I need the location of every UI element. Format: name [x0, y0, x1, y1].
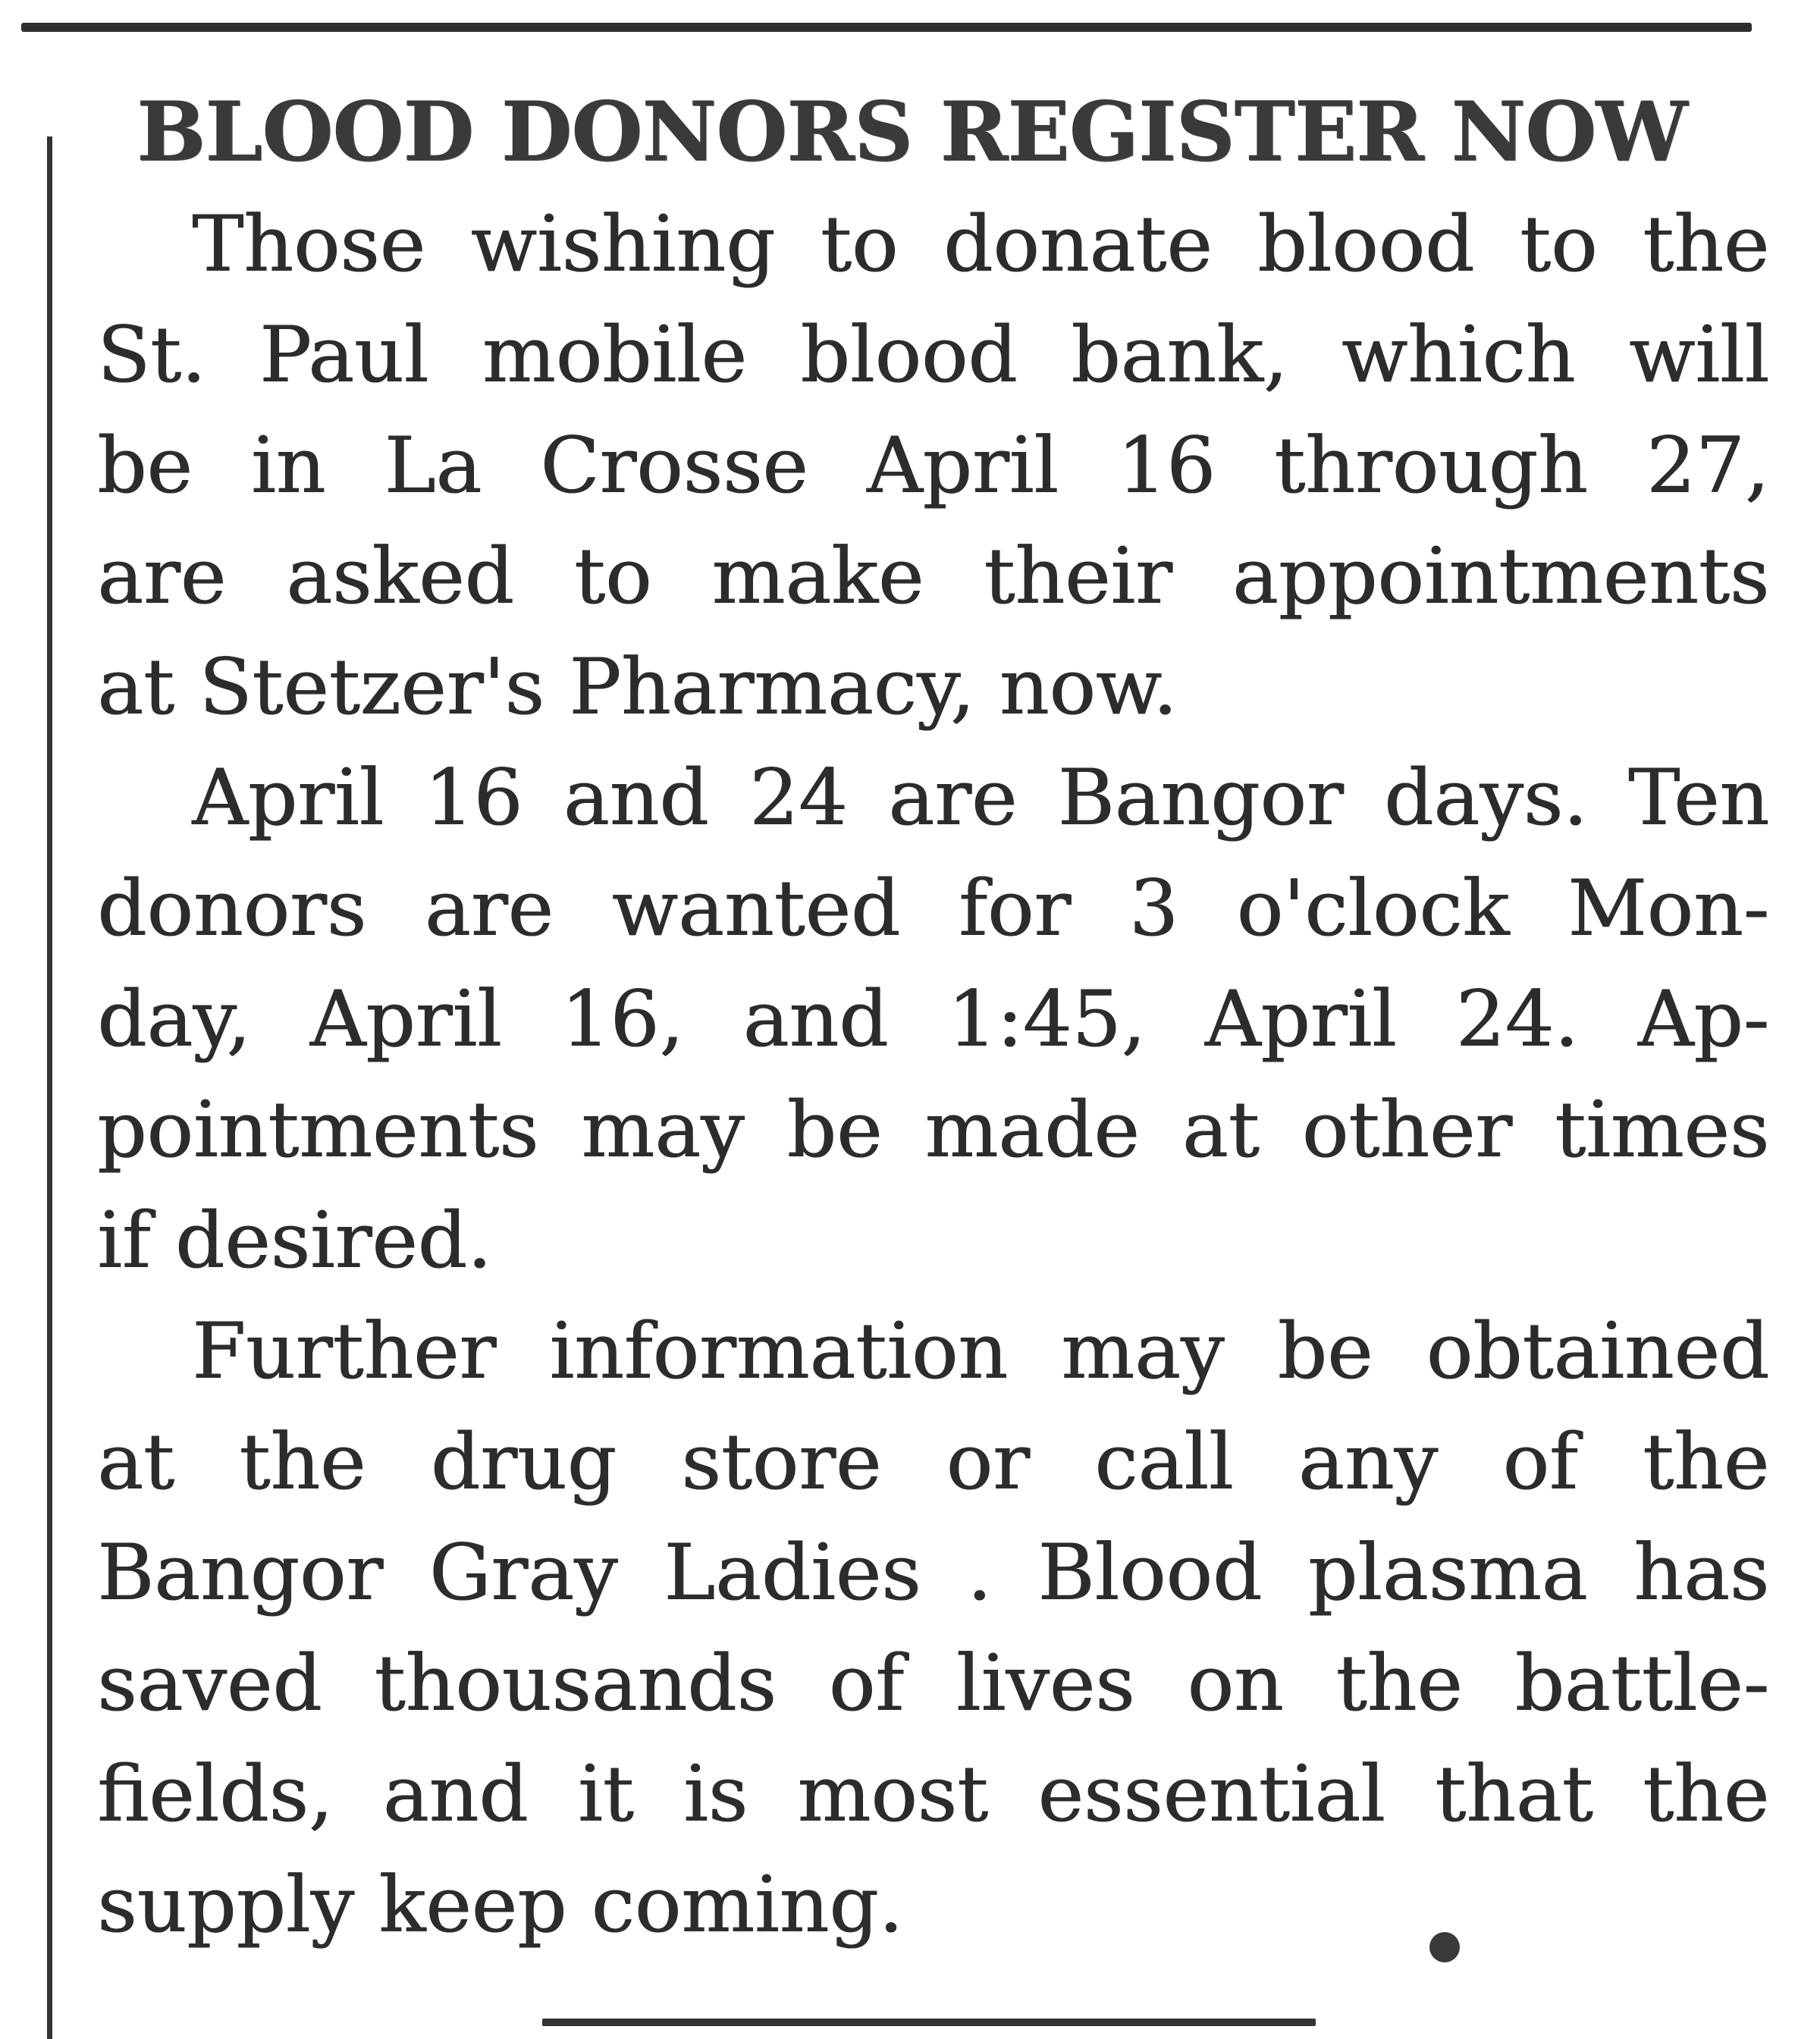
text-line: be in La Crosse April 16 through 27,	[97, 421, 1769, 511]
article-body	[97, 190, 1769, 1961]
text-line: if desired.	[97, 1196, 492, 1286]
bottom-rule	[542, 2019, 1316, 2026]
text-line: at the drug store or call any of the	[97, 1417, 1769, 1507]
text-line: April 16 and 24 are Bangor days. Ten	[192, 753, 1769, 843]
text-line: fields, and it is most essential that the	[97, 1749, 1769, 1840]
text-line: are asked to make their appointments	[97, 532, 1769, 622]
text-line: donors are wanted for 3 o'clock Mon-	[97, 864, 1769, 954]
text-line: St. Paul mobile blood bank, which will	[97, 310, 1769, 400]
text-line: at Stetzer's Pharmacy, now.	[97, 642, 1178, 732]
text-line: Bangor Gray Ladies . Blood plasma has	[97, 1528, 1769, 1618]
text-line: supply keep coming.	[97, 1860, 903, 1950]
text-line: day, April 16, and 1:45, April 24. Ap-	[97, 974, 1769, 1065]
text-line: Those wishing to donate blood to the	[192, 199, 1769, 290]
text-line: saved thousands of lives on the battle-	[97, 1639, 1769, 1729]
headline: BLOOD DONORS REGISTER NOW	[136, 84, 1687, 180]
top-rule	[21, 23, 1752, 32]
text-line: pointments may be made at other times	[97, 1085, 1769, 1175]
column-rule	[47, 136, 52, 2039]
text-line: Further information may be obtained	[192, 1307, 1769, 1397]
end-mark-dot	[1429, 1932, 1460, 1962]
